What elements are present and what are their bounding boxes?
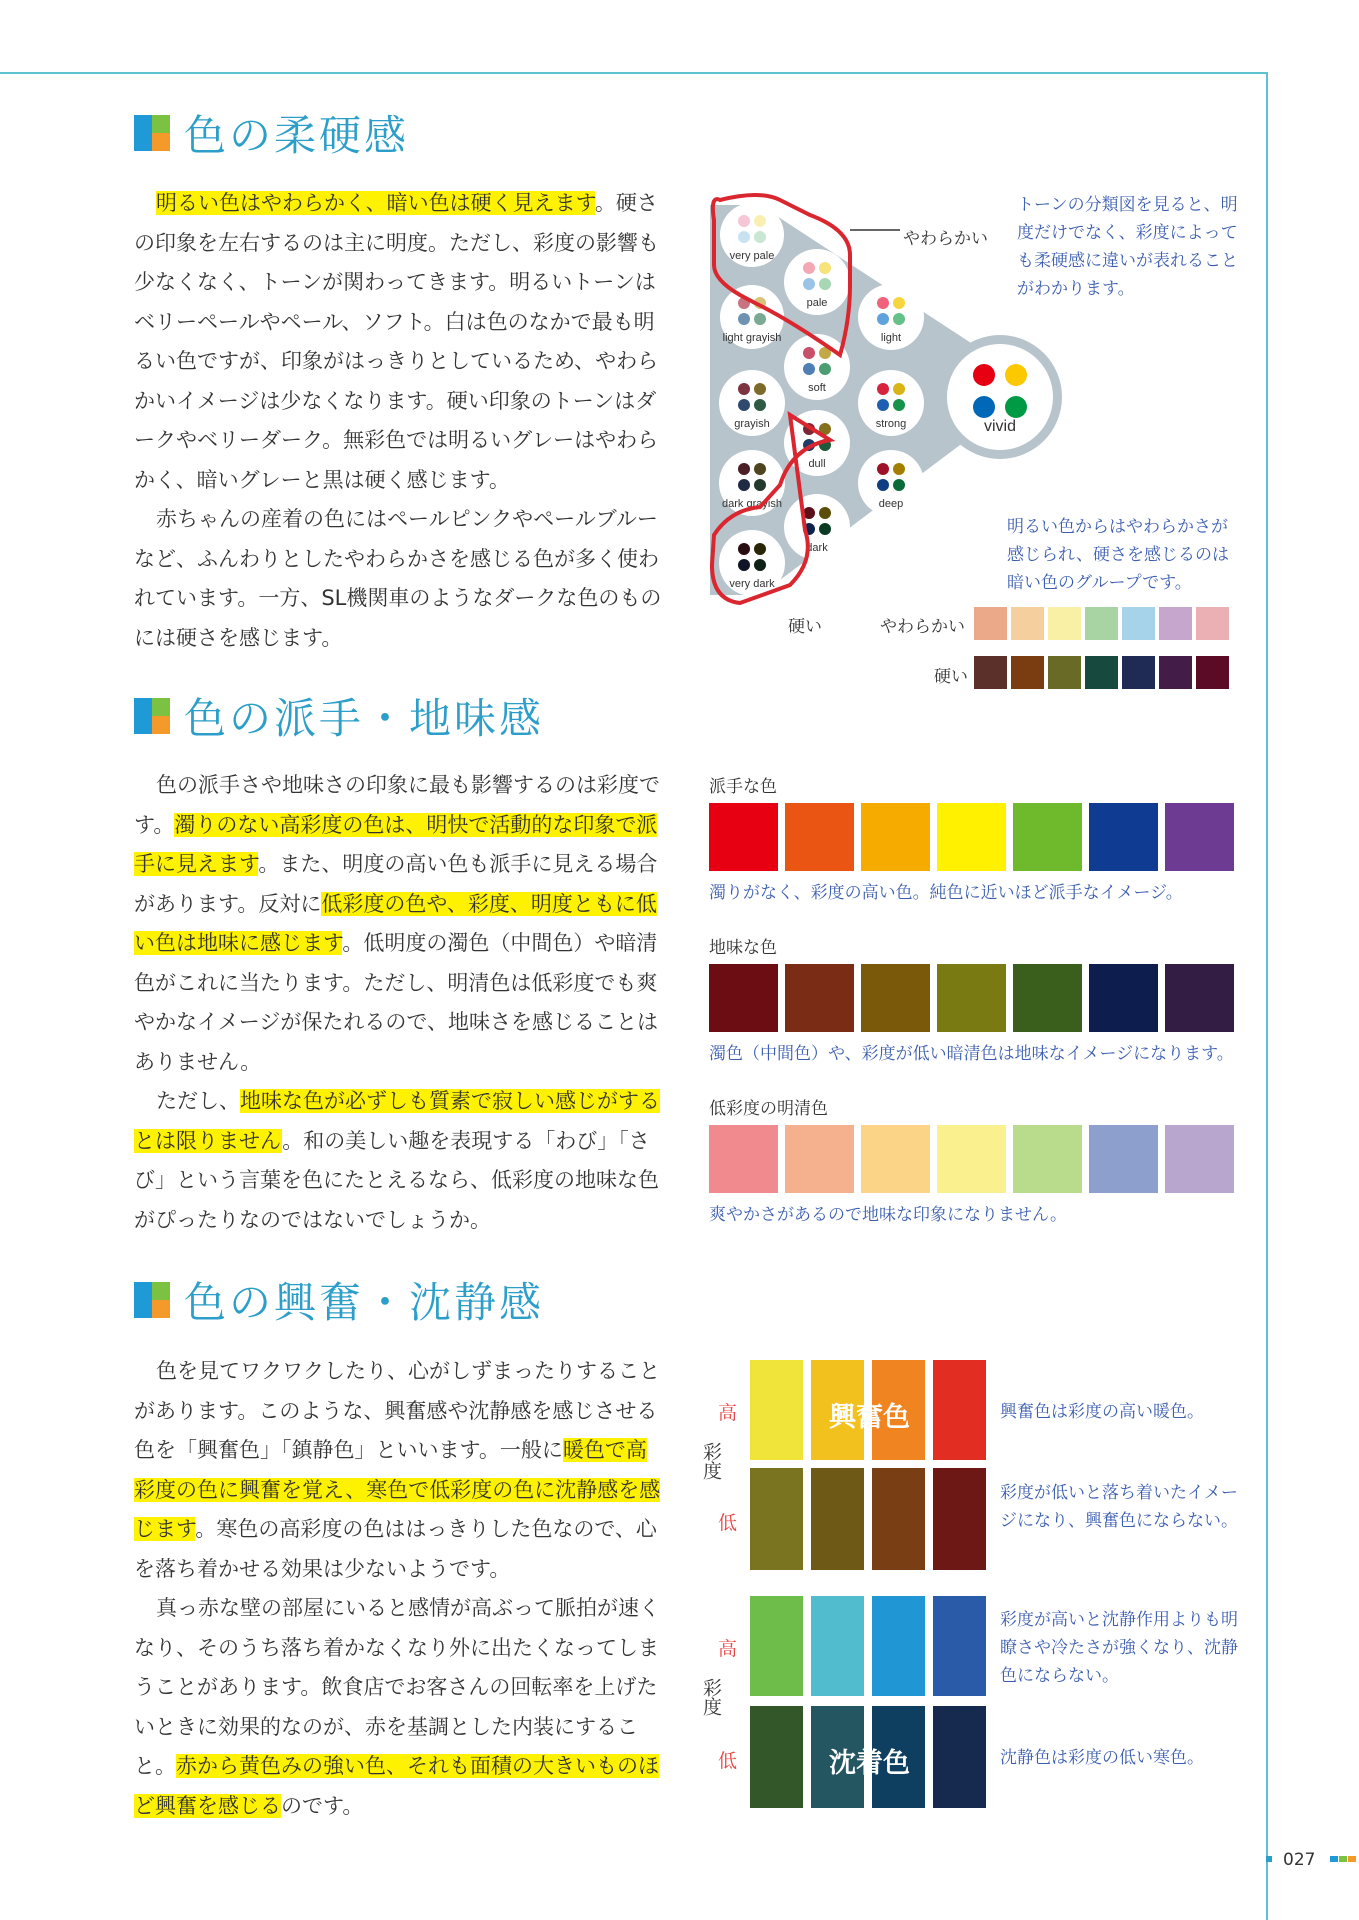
page-stripe-2 — [1339, 1856, 1347, 1862]
color-swatch — [785, 964, 854, 1032]
tone-dot — [893, 479, 905, 491]
color-swatch — [937, 964, 1006, 1032]
label-low: 低 — [718, 1512, 738, 1534]
hard-row-label: 硬い — [934, 667, 968, 687]
axis-saturation: 彩度 — [700, 1442, 722, 1480]
group-label: 派手な色 — [709, 777, 777, 797]
paragraph — [134, 500, 662, 658]
tone-dot — [803, 262, 815, 274]
paragraph — [134, 1589, 662, 1826]
label-high-2: 高 — [718, 1638, 738, 1660]
excite-note-2: 彩度が低いと落ち着いたイメージになり、興奮色にならない。 — [1000, 1483, 1238, 1531]
tone-name: dull — [808, 458, 826, 470]
color-swatch — [1013, 803, 1082, 871]
paragraph — [134, 184, 662, 500]
color-swatch — [1159, 656, 1192, 689]
body-text: 。低明度の濁色（中間色）や暗清色がこれに当たります。ただし、明清色は低彩度でも爽やかなイメージが保たれるので、地味さを感じることはありません。 — [134, 931, 658, 1074]
tone-dot — [754, 543, 766, 555]
body-text: 。硬さの印象を左右するのは主に明度。ただし、彩度の影響も少なくなく、トーンが関わってきます。明るいトーンはベリーペールやペール、ソフト。白は色のなかで最も明るい色ですが、印象がはっきりとしているため、やわらかいイメージは少なくなります。硬い印象のトーンはダークやベリーダーク。無彩色では明るいグレーはやわらかく、暗いグレーと黒は硬く感じます。 — [134, 191, 659, 492]
tone-dot — [877, 313, 889, 325]
color-swatch — [861, 1125, 930, 1193]
saturation-swatch — [872, 1596, 925, 1696]
excite-note-3: 彩度が高いと沈静作用よりも明瞭さや冷たさが強くなり、沈静色にならない。 — [1000, 1610, 1238, 1686]
excite-label: 興奮色 — [829, 1402, 910, 1433]
body-text: のです。 — [281, 1793, 364, 1818]
axis-saturation-2: 彩度 — [700, 1678, 722, 1716]
label-soft-callout: やわらかい — [903, 229, 988, 249]
tone-dot — [754, 463, 766, 475]
saturation-swatch — [933, 1706, 986, 1808]
tone-dot — [738, 313, 750, 325]
tone-dot — [754, 215, 766, 227]
color-swatch — [1165, 964, 1234, 1032]
tone-dot — [893, 297, 905, 309]
calm-label: 沈着色 — [829, 1748, 910, 1779]
section-title: 色の興奮・沈静感 — [184, 1278, 545, 1327]
tone-dot — [754, 559, 766, 571]
tone-dot — [738, 463, 750, 475]
tone-name: strong — [875, 418, 907, 430]
tone-dot — [738, 399, 750, 411]
highlight-text: 赤から黄色みの強い色、それも面積の大きいものほど興奮を感じる — [134, 1754, 659, 1818]
saturation-swatch — [933, 1596, 986, 1696]
tone-dot — [877, 399, 889, 411]
section-header-excite — [134, 1270, 544, 1330]
color-swatch — [709, 803, 778, 871]
color-swatch — [1089, 1125, 1158, 1193]
page-number-mark — [1266, 1856, 1272, 1862]
tone-note-top: トーンの分類図を見ると、明度だけでなく、彩度によっても柔硬感に違いが表れることがわかります。 — [1017, 195, 1238, 299]
tone-name: vivid — [983, 418, 1017, 435]
label-low-2: 低 — [718, 1750, 738, 1772]
soft-row-label: やわらかい — [880, 617, 965, 637]
body-text: 真っ赤な壁の部屋にいると感情が高ぶって脈拍が速くなり、そのうち落ち着かなくなり外に出たくなってしまうことがあります。飲食店でお客さんの回転率を上げたいときに効果的なのが、赤を基調とした内装にすること。 — [134, 1596, 660, 1778]
tone-dot — [819, 262, 831, 274]
color-swatch — [861, 964, 930, 1032]
color-swatch — [1122, 607, 1155, 640]
excite-note-4: 沈静色は彩度の低い寒色。 — [1000, 1748, 1204, 1768]
color-swatch — [861, 803, 930, 871]
color-swatch — [1085, 607, 1118, 640]
color-swatch — [1196, 656, 1229, 689]
group-swatches — [709, 803, 1241, 871]
tone-dot — [754, 383, 766, 395]
section-title: 色の派手・地味感 — [184, 694, 545, 743]
tone-name: dark — [806, 542, 828, 554]
tone-dot — [893, 313, 905, 325]
color-swatch — [785, 1125, 854, 1193]
tone-dot — [877, 297, 889, 309]
tone-dot — [1005, 396, 1027, 418]
label-hard-callout: 硬い — [788, 617, 822, 637]
tone-dot — [893, 463, 905, 475]
tone-dot — [738, 479, 750, 491]
color-swatch — [937, 803, 1006, 871]
tone-dot — [893, 383, 905, 395]
color-swatch — [974, 607, 1007, 640]
section-body-excite — [134, 1352, 662, 1826]
tone-dot — [803, 363, 815, 375]
tone-name: grayish — [734, 418, 770, 430]
tone-dot — [738, 215, 750, 227]
soft-swatch-row — [974, 607, 1233, 640]
saturation-swatch — [872, 1468, 925, 1570]
highlight-text: 暖色で高彩度の色に興奮を覚え、寒色で低彩度の色に沈静感を感じます — [134, 1438, 661, 1541]
tone-dot — [877, 463, 889, 475]
tone-dot — [803, 278, 815, 290]
group-caption: 濁色（中間色）や、彩度が低い暗清色は地味なイメージになります。 — [709, 1044, 1234, 1064]
saturation-swatch — [933, 1360, 986, 1460]
color-swatch — [1122, 656, 1155, 689]
page-number: 027 — [1283, 1850, 1316, 1870]
body-text: 。和の美しい趣を表現する「わび」「さび」という言葉を色にたとえるなら、低彩度の地味な色がぴったりなのではないでしょうか。 — [134, 1128, 659, 1232]
tone-dot — [819, 278, 831, 290]
paragraph — [134, 766, 662, 1082]
color-swatch — [1011, 607, 1044, 640]
saturation-swatch — [811, 1596, 864, 1696]
tone-dot — [819, 523, 831, 535]
section-body-softness — [134, 184, 662, 658]
group-caption: 濁りがなく、彩度の高い色。純色に近いほど派手なイメージ。 — [709, 883, 1183, 903]
color-swatch — [1159, 607, 1192, 640]
tone-note-mid: 明るい色からはやわらかさが感じられ、硬さを感じるのは暗い色のグループです。 — [1007, 517, 1230, 593]
tone-name: pale — [806, 297, 828, 309]
section-icon — [134, 115, 170, 151]
highlight-text: 明るい色はやわらかく、暗い色は硬く見えます — [156, 191, 595, 215]
tone-dot — [738, 383, 750, 395]
tone-dot — [803, 347, 815, 359]
section-icon — [134, 1282, 170, 1318]
tone-dot — [973, 364, 995, 386]
paragraph — [134, 1082, 662, 1240]
hard-swatch-row — [974, 656, 1233, 689]
color-swatch — [1013, 1125, 1082, 1193]
tone-dot — [877, 479, 889, 491]
color-swatch — [1013, 964, 1082, 1032]
body-text: 赤ちゃんの産着の色にはペールピンクやペールブルーなど、ふんわりとしたやわらかさを感じる色が多く使われています。一方、SL機関車のようなダークな色のものには硬さを感じます。 — [134, 507, 662, 650]
section-header-flashy — [134, 686, 544, 746]
color-swatch — [785, 803, 854, 871]
tone-dot — [738, 559, 750, 571]
tone-name: deep — [878, 498, 904, 510]
tone-dot — [754, 231, 766, 243]
tone-dot — [754, 399, 766, 411]
page-frame-right — [1266, 72, 1268, 1920]
color-swatch — [1085, 656, 1118, 689]
group-swatches — [709, 964, 1241, 1032]
body-text: 。寒色の高彩度の色ははっきりした色なので、心を落ち着かせる効果は少ないようです。 — [134, 1517, 657, 1581]
tone-dot — [738, 543, 750, 555]
tone-name: very dark — [729, 578, 775, 590]
highlight-text: 低彩度の色や、彩度、明度ともに低い色は地味に感じます — [134, 891, 657, 955]
body-text: ただし、 — [156, 1089, 240, 1113]
color-swatch — [1165, 1125, 1234, 1193]
page-stripe-1 — [1330, 1856, 1338, 1862]
color-swatch — [937, 1125, 1006, 1193]
tone-name: dark grayish — [722, 498, 782, 510]
saturation-swatch — [750, 1468, 803, 1570]
tone-dot — [738, 231, 750, 243]
saturation-swatch — [750, 1706, 803, 1808]
group-caption: 爽やかさがあるので地味な印象になりません。 — [709, 1205, 1068, 1225]
color-swatch — [1196, 607, 1229, 640]
tone-dot — [893, 399, 905, 411]
body-text: 色の派手さや地味さの印象に最も影響するのは彩度です。 — [134, 773, 660, 837]
color-swatch — [1089, 803, 1158, 871]
tone-dot — [819, 363, 831, 375]
color-swatch — [1089, 964, 1158, 1032]
group-label: 低彩度の明清色 — [709, 1099, 828, 1119]
tone-dot — [754, 479, 766, 491]
page-frame-top — [0, 72, 1266, 74]
group-label: 地味な色 — [709, 938, 777, 958]
tone-dot — [819, 507, 831, 519]
tone-dot — [877, 383, 889, 395]
body-text: 色を見てワクワクしたり、心がしずまったりすることがあります。このような、興奮感や沈静感を感じさせる色を「興奮色」「鎮静色」といいます。一般に — [134, 1359, 660, 1462]
tone-dot — [1005, 364, 1027, 386]
page-stripe-3 — [1348, 1856, 1356, 1862]
color-swatch — [1011, 656, 1044, 689]
saturation-swatch — [933, 1468, 986, 1570]
tone-dot — [973, 396, 995, 418]
section-body-flashy — [134, 766, 662, 1240]
label-high: 高 — [718, 1402, 738, 1424]
color-swatch — [1048, 656, 1081, 689]
tone-name: very pale — [729, 250, 775, 262]
saturation-swatch — [750, 1596, 803, 1696]
color-swatch — [1165, 803, 1234, 871]
saturation-swatch — [750, 1360, 803, 1460]
tone-dot — [754, 313, 766, 325]
paragraph — [134, 1352, 662, 1589]
tone-name: light grayish — [722, 332, 782, 344]
tone-name: soft — [808, 382, 826, 394]
section-header-softness — [134, 103, 409, 163]
section-title: 色の柔硬感 — [184, 111, 410, 160]
highlight-text: 濁りのない高彩度の色は、明快で活動的な印象で派手に見えます — [134, 812, 658, 876]
highlight-text: 地味な色が必ずしも質素で寂しい感じがするとは限りません — [134, 1089, 660, 1153]
section-icon — [134, 698, 170, 734]
color-swatch — [1048, 607, 1081, 640]
body-text: 。また、明度の高い色も派手に見える場合があります。反対に — [134, 852, 658, 916]
color-swatch — [709, 1125, 778, 1193]
excite-note-1: 興奮色は彩度の高い暖色。 — [1000, 1402, 1204, 1422]
color-swatch — [709, 964, 778, 1032]
tone-name: light — [880, 332, 902, 344]
group-swatches — [709, 1125, 1241, 1193]
color-swatch — [974, 656, 1007, 689]
saturation-swatch — [811, 1468, 864, 1570]
